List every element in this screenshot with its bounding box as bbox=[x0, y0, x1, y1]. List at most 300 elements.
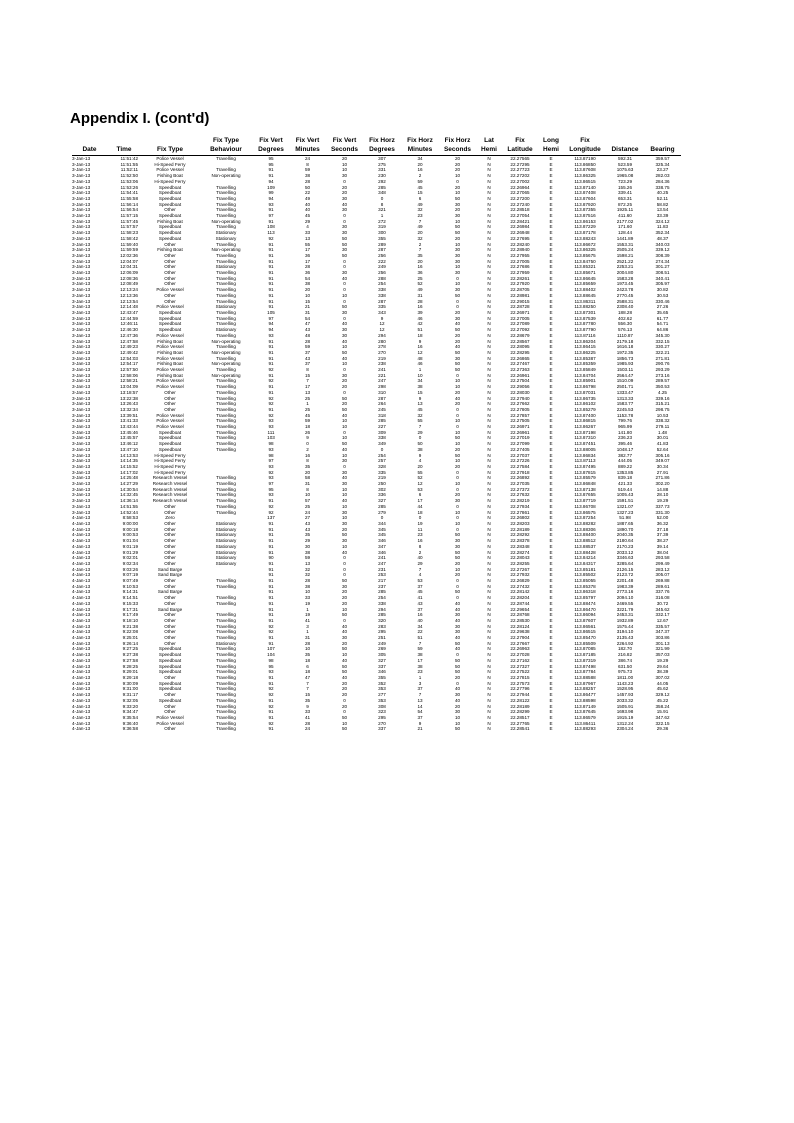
cell-vert-seconds: 40 bbox=[341, 201, 348, 207]
cell-horz-minutes: 20 bbox=[417, 230, 423, 236]
cell-horz-degrees: 328 bbox=[378, 463, 386, 469]
cell-date: 4-Jan-13 bbox=[72, 635, 91, 641]
cell-long-hemi: E bbox=[549, 469, 553, 475]
cell-horz-minutes: 52 bbox=[417, 475, 423, 481]
cell-horz-minutes: 7 bbox=[418, 247, 422, 253]
cell-vert-minutes: 26 bbox=[304, 429, 311, 435]
cell-distance: 3285.64 bbox=[616, 560, 634, 566]
cell-lat-hemi: N bbox=[487, 275, 491, 281]
cell-horz-minutes: 4 bbox=[418, 458, 422, 464]
cell-latitude: 22.27940 bbox=[510, 395, 530, 401]
cell-long-hemi: E bbox=[549, 178, 553, 184]
cell-horz-seconds: 20 bbox=[454, 572, 461, 578]
cell-long-hemi: E bbox=[549, 287, 553, 293]
cell-vert-minutes: 21 bbox=[304, 304, 311, 310]
column-header-top-time bbox=[107, 137, 141, 146]
cell-vert-minutes: 43 bbox=[304, 327, 311, 333]
cell-time: 13:43:44 bbox=[120, 424, 138, 430]
cell-date: 3-Jan-13 bbox=[72, 156, 91, 161]
cell-vert-seconds: 40 bbox=[341, 623, 348, 629]
cell-long-hemi: E bbox=[549, 332, 553, 338]
cell-horz-minutes: 7 bbox=[418, 218, 422, 224]
cell-longitude: 113.88537 bbox=[574, 543, 596, 549]
cell-distance: 339.41 bbox=[617, 190, 633, 196]
cell-longitude: 113.86204 bbox=[574, 338, 596, 344]
cell-horz-minutes: 7 bbox=[418, 692, 422, 698]
cell-fix-type: Speedboat bbox=[158, 663, 182, 669]
cell-fix-type: Fishing Boat bbox=[157, 361, 183, 367]
cell-fix-type: Other bbox=[164, 526, 176, 532]
cell-long-hemi: E bbox=[549, 623, 553, 629]
cell-time: 9:00:53 bbox=[122, 532, 138, 538]
cell-vert-degrees: 91 bbox=[268, 270, 274, 276]
cell-lat-hemi: N bbox=[487, 726, 491, 732]
cell-behaviour: Travelling bbox=[216, 720, 236, 726]
cell-horz-minutes: 41 bbox=[417, 595, 423, 601]
column-header-top-vert-degrees: Fix Vert bbox=[259, 137, 283, 144]
cell-date: 4-Jan-13 bbox=[72, 600, 91, 606]
cell-horz-seconds: 30 bbox=[454, 612, 461, 618]
cell-long-hemi: E bbox=[549, 657, 553, 663]
cell-time: 13:39:51 bbox=[120, 412, 138, 418]
cell-distance: 2588.31 bbox=[616, 298, 634, 304]
cell-time: 13:45:57 bbox=[120, 435, 138, 441]
cell-vert-minutes: 47 bbox=[304, 674, 311, 680]
cell-fix-type: Other bbox=[164, 298, 176, 304]
cell-long-hemi: E bbox=[549, 635, 553, 641]
cell-vert-degrees: 108 bbox=[267, 224, 275, 230]
cell-vert-seconds: 50 bbox=[341, 612, 348, 618]
cell-vert-seconds: 40 bbox=[341, 549, 348, 555]
cell-vert-seconds: 30 bbox=[341, 372, 348, 378]
cell-vert-seconds: 40 bbox=[341, 355, 348, 361]
cell-horz-degrees: 294 bbox=[378, 332, 386, 338]
cell-lat-hemi: N bbox=[487, 623, 491, 629]
cell-vert-seconds: 20 bbox=[341, 526, 348, 532]
cell-horz-degrees: 264 bbox=[378, 401, 386, 407]
cell-vert-degrees: 91 bbox=[268, 526, 274, 532]
cell-bearing: 330.27 bbox=[655, 344, 670, 350]
cell-vert-seconds: 30 bbox=[341, 207, 348, 213]
cell-lat-hemi: N bbox=[487, 492, 491, 498]
cell-bearing: 330.46 bbox=[655, 298, 670, 304]
cell-vert-seconds: 0 bbox=[343, 572, 346, 578]
cell-bearing: 33.39 bbox=[656, 213, 669, 219]
cell-lat-hemi: N bbox=[487, 252, 491, 258]
cell-bearing: 345.30 bbox=[655, 332, 670, 338]
cell-vert-seconds: 50 bbox=[341, 441, 348, 447]
cell-longitude: 113.87301 bbox=[574, 309, 596, 315]
cell-horz-minutes: 43 bbox=[417, 600, 423, 606]
cell-fix-type: Other bbox=[164, 264, 176, 270]
cell-horz-degrees: 12 bbox=[379, 327, 385, 333]
cell-time: 14:13:53 bbox=[120, 452, 138, 458]
cell-bearing: 332.15 bbox=[655, 338, 670, 344]
cell-longitude: 113.87254 bbox=[574, 515, 596, 521]
cell-behaviour: Travelling bbox=[216, 270, 236, 276]
cell-horz-degrees: 288 bbox=[378, 275, 386, 281]
cell-vert-seconds: 20 bbox=[341, 378, 348, 384]
cell-latitude: 22.27372 bbox=[510, 486, 530, 492]
cell-fix-type: Other bbox=[164, 538, 176, 544]
cell-horz-seconds: 40 bbox=[454, 344, 461, 350]
cell-behaviour: Stationary bbox=[215, 327, 237, 333]
cell-horz-degrees: 241 bbox=[378, 367, 386, 373]
cell-horz-seconds: 0 bbox=[456, 652, 459, 658]
cell-latitude: 22.27815 bbox=[510, 674, 530, 680]
cell-horz-seconds: 0 bbox=[456, 469, 459, 475]
cell-distance: 395.46 bbox=[617, 441, 633, 447]
cell-fix-type: Speedboat bbox=[158, 201, 182, 207]
cell-vert-degrees: 92 bbox=[268, 378, 274, 384]
cell-longitude: 113.88400 bbox=[574, 532, 596, 538]
cell-horz-minutes: 9 bbox=[418, 452, 422, 458]
column-header-top-vert-minutes: Fix Vert bbox=[295, 137, 320, 144]
cell-lat-hemi: N bbox=[487, 595, 491, 601]
data-table bbox=[72, 137, 681, 732]
cell-longitude: 113.88512 bbox=[574, 538, 596, 544]
cell-distance: 411.60 bbox=[618, 213, 632, 219]
cell-latitude: 22.26961 bbox=[510, 372, 530, 378]
cell-vert-degrees: 91 bbox=[268, 361, 274, 367]
cell-horz-degrees: 253 bbox=[378, 572, 386, 578]
cell-vert-minutes: 38 bbox=[304, 583, 311, 589]
cell-horz-seconds: 20 bbox=[454, 167, 461, 173]
cell-horz-seconds: 30 bbox=[454, 252, 461, 258]
cell-lat-hemi: N bbox=[487, 521, 491, 526]
cell-behaviour: Travelling bbox=[216, 207, 236, 213]
cell-horz-seconds: 30 bbox=[454, 498, 461, 504]
cell-vert-minutes: 30 bbox=[304, 543, 311, 549]
column-header-vert-minutes: Minutes bbox=[289, 146, 326, 156]
cell-date: 3-Jan-13 bbox=[72, 184, 91, 190]
cell-horz-degrees: 298 bbox=[378, 384, 386, 390]
cell-longitude: 113.86325 bbox=[574, 247, 596, 253]
cell-latitude: 22.27405 bbox=[510, 446, 530, 452]
cell-long-hemi: E bbox=[549, 714, 553, 720]
cell-longitude: 113.87604 bbox=[574, 195, 596, 201]
cell-distance: 2423.78 bbox=[616, 287, 634, 293]
cell-fix-type: Hi-Speed Ferry bbox=[154, 161, 186, 167]
cell-longitude: 113.84317 bbox=[574, 560, 596, 566]
cell-horz-degrees: 287 bbox=[378, 395, 386, 401]
cell-longitude: 113.87229 bbox=[574, 224, 596, 230]
cell-horz-seconds: 20 bbox=[454, 674, 461, 680]
cell-lat-hemi: N bbox=[487, 560, 491, 566]
cell-time: 13:41:33 bbox=[120, 418, 138, 424]
cell-long-hemi: E bbox=[549, 640, 553, 646]
cell-bearing: 28.10 bbox=[656, 492, 669, 498]
cell-vert-degrees: 93 bbox=[268, 332, 274, 338]
cell-bearing: 315.21 bbox=[655, 401, 670, 407]
cell-lat-hemi: N bbox=[487, 697, 491, 703]
cell-time: 11:52:50 bbox=[120, 173, 138, 179]
cell-bearing: 293.58 bbox=[655, 555, 670, 561]
cell-vert-seconds: 50 bbox=[341, 532, 348, 538]
cell-behaviour: Travelling bbox=[216, 389, 236, 395]
cell-distance: 2123.72 bbox=[616, 572, 634, 578]
cell-longitude: 113.88257 bbox=[574, 686, 596, 692]
cell-longitude: 113.86672 bbox=[574, 241, 596, 247]
cell-date: 3-Jan-13 bbox=[72, 178, 91, 184]
cell-distance: 2264.92 bbox=[616, 640, 634, 646]
cell-latitude: 22.28940 bbox=[510, 247, 530, 253]
cell-vert-minutes: 28 bbox=[304, 338, 311, 344]
cell-bearing: 347.37 bbox=[655, 629, 670, 635]
column-header-horz-degrees: Degrees bbox=[363, 146, 401, 156]
cell-longitude: 113.88645 bbox=[574, 292, 596, 298]
cell-longitude: 113.86579 bbox=[574, 714, 596, 720]
cell-vert-seconds: 40 bbox=[341, 657, 348, 663]
cell-lat-hemi: N bbox=[487, 646, 491, 652]
cell-long-hemi: E bbox=[549, 503, 553, 509]
cell-behaviour: Stationary bbox=[215, 264, 237, 270]
cell-time: 9:34:47 bbox=[122, 709, 138, 715]
cell-long-hemi: E bbox=[549, 492, 553, 498]
cell-vert-degrees: 97 bbox=[268, 458, 274, 464]
cell-time: 12:08:36 bbox=[120, 275, 138, 281]
cell-horz-seconds: 10 bbox=[454, 458, 461, 464]
cell-latitude: 22.27505 bbox=[510, 418, 530, 424]
cell-vert-minutes: 43 bbox=[304, 526, 311, 532]
cell-vert-degrees: 103 bbox=[267, 435, 275, 441]
cell-bearing: 41.83 bbox=[656, 441, 669, 447]
cell-long-hemi: E bbox=[549, 555, 553, 561]
cell-long-hemi: E bbox=[549, 435, 553, 441]
cell-fix-type: Other bbox=[164, 521, 176, 526]
cell-longitude: 113.87516 bbox=[574, 213, 596, 219]
cell-vert-degrees: 91 bbox=[268, 287, 274, 293]
cell-horz-minutes: 23 bbox=[417, 669, 423, 675]
cell-date: 3-Jan-13 bbox=[72, 252, 91, 258]
cell-vert-seconds: 30 bbox=[341, 583, 348, 589]
cell-lat-hemi: N bbox=[487, 304, 491, 310]
cell-latitude: 22.27805 bbox=[510, 406, 530, 412]
cell-vert-degrees: 92 bbox=[268, 401, 274, 407]
cell-horz-seconds: 50 bbox=[454, 640, 461, 646]
cell-bearing: 349.07 bbox=[655, 458, 670, 464]
cell-horz-degrees: 295 bbox=[378, 714, 386, 720]
cell-fix-type: Other bbox=[164, 600, 176, 606]
cell-vert-minutes: 7 bbox=[306, 680, 309, 686]
cell-time: 9:10:53 bbox=[122, 583, 138, 589]
cell-time: 12:54:17 bbox=[120, 361, 138, 367]
cell-vert-seconds: 0 bbox=[343, 258, 346, 264]
cell-horz-degrees: 321 bbox=[378, 207, 386, 213]
cell-distance: 171.60 bbox=[617, 224, 633, 230]
cell-fix-type: Police Vessel bbox=[156, 384, 184, 390]
cell-vert-degrees: 92 bbox=[268, 395, 274, 401]
cell-vert-minutes: 33 bbox=[304, 709, 311, 715]
cell-date: 4-Jan-13 bbox=[72, 714, 91, 720]
cell-longitude: 113.86477 bbox=[574, 692, 596, 698]
cell-long-hemi: E bbox=[549, 275, 553, 281]
column-header-distance: Distance bbox=[606, 146, 644, 156]
cell-distance: 1983.39 bbox=[616, 583, 634, 589]
cell-long-hemi: E bbox=[549, 213, 553, 219]
cell-latitude: 22.27089 bbox=[510, 321, 530, 327]
cell-distance: 1972.35 bbox=[616, 349, 634, 355]
cell-time: 9:15:33 bbox=[122, 600, 138, 606]
cell-bearing: 299.49 bbox=[655, 560, 670, 566]
cell-horz-seconds: 10 bbox=[454, 481, 461, 487]
cell-longitude: 113.87319 bbox=[574, 657, 596, 663]
cell-latitude: 22.28517 bbox=[510, 714, 530, 720]
cell-horz-degrees: 338 bbox=[378, 292, 386, 298]
cell-vert-minutes: 20 bbox=[304, 469, 311, 475]
page-title: Appendix I. (cont'd) bbox=[70, 110, 210, 127]
cell-bearing: 302.20 bbox=[655, 481, 670, 487]
cell-horz-degrees: 345 bbox=[378, 532, 386, 538]
cell-horz-minutes: 11 bbox=[417, 526, 423, 532]
cell-latitude: 22.28203 bbox=[510, 521, 530, 526]
cell-latitude: 22.28043 bbox=[510, 555, 530, 561]
cell-latitude: 22.27723 bbox=[510, 167, 530, 173]
cell-distance: 975.73 bbox=[617, 669, 633, 675]
cell-horz-degrees: 241 bbox=[378, 555, 386, 561]
cell-date: 3-Jan-13 bbox=[72, 475, 91, 481]
cell-fix-type: Research Vessel bbox=[152, 475, 188, 481]
cell-horz-minutes: 55 bbox=[417, 469, 423, 475]
cell-date: 3-Jan-13 bbox=[72, 469, 91, 475]
cell-longitude: 113.86815 bbox=[574, 418, 596, 424]
cell-horz-minutes: 49 bbox=[417, 287, 423, 293]
cell-vert-minutes: 35 bbox=[304, 652, 311, 658]
cell-bearing: 64.86 bbox=[656, 327, 669, 333]
cell-long-hemi: E bbox=[549, 173, 553, 179]
cell-vert-seconds: 20 bbox=[341, 600, 348, 606]
cell-longitude: 113.86470 bbox=[574, 606, 596, 612]
cell-vert-degrees: 94 bbox=[268, 321, 274, 327]
cell-horz-degrees: 247 bbox=[378, 560, 386, 566]
cell-date: 3-Jan-13 bbox=[72, 258, 91, 264]
cell-distance: 799.76 bbox=[617, 418, 633, 424]
cell-behaviour: Travelling bbox=[216, 657, 236, 663]
cell-lat-hemi: N bbox=[487, 703, 491, 709]
cell-vert-degrees: 92 bbox=[268, 469, 274, 475]
cell-horz-seconds: 0 bbox=[456, 178, 459, 184]
cell-time: 9:14:51 bbox=[122, 595, 138, 601]
cell-horz-seconds: 40 bbox=[454, 646, 461, 652]
cell-long-hemi: E bbox=[549, 327, 553, 333]
cell-horz-minutes: 37 bbox=[417, 714, 423, 720]
cell-longitude: 113.87719 bbox=[574, 498, 596, 504]
cell-longitude: 113.88282 bbox=[574, 521, 596, 526]
column-header-top-fix-type bbox=[141, 137, 199, 146]
cell-fix-type: Police Vessel bbox=[156, 367, 184, 373]
cell-distance: 2033.32 bbox=[616, 697, 634, 703]
cell-lat-hemi: N bbox=[487, 692, 491, 698]
cell-longitude: 113.85055 bbox=[574, 578, 596, 584]
column-header-top-distance bbox=[606, 137, 644, 146]
cell-bearing: 45.62 bbox=[656, 686, 669, 692]
cell-bearing: 324.12 bbox=[655, 218, 670, 224]
cell-vert-degrees: 92 bbox=[268, 367, 274, 373]
cell-vert-degrees: 92 bbox=[268, 629, 274, 635]
cell-horz-seconds: 10 bbox=[454, 714, 461, 720]
cell-vert-degrees: 91 bbox=[268, 298, 274, 304]
cell-horz-degrees: 270 bbox=[378, 349, 386, 355]
header-row-bottom bbox=[72, 146, 681, 156]
cell-horz-seconds: 50 bbox=[454, 549, 461, 555]
cell-lat-hemi: N bbox=[487, 498, 491, 504]
cell-horz-degrees: 338 bbox=[378, 600, 386, 606]
cell-vert-minutes: 31 bbox=[304, 635, 311, 641]
cell-vert-seconds: 0 bbox=[343, 389, 346, 395]
cell-horz-degrees: 302 bbox=[378, 486, 386, 492]
cell-behaviour: Travelling bbox=[216, 692, 236, 698]
cell-behaviour: Travelling bbox=[216, 156, 236, 161]
cell-vert-degrees: 91 bbox=[268, 338, 274, 344]
cell-lat-hemi: N bbox=[487, 549, 491, 555]
cell-date: 3-Jan-13 bbox=[72, 281, 91, 287]
cell-date: 4-Jan-13 bbox=[72, 657, 91, 663]
cell-fix-type: Fishing Boat bbox=[157, 349, 183, 355]
cell-date: 3-Jan-13 bbox=[72, 503, 91, 509]
cell-behaviour: Travelling bbox=[216, 309, 236, 315]
cell-fix-type: Fishing Boat bbox=[157, 338, 183, 344]
cell-latitude: 22.27632 bbox=[510, 492, 530, 498]
cell-date: 4-Jan-13 bbox=[72, 515, 91, 521]
cell-vert-degrees: 95 bbox=[268, 156, 274, 161]
cell-bearing: 282.03 bbox=[655, 173, 670, 179]
cell-vert-minutes: 0 bbox=[306, 441, 309, 447]
cell-horz-seconds: 10 bbox=[454, 384, 461, 390]
cell-fix-type: Other bbox=[164, 389, 176, 395]
cell-horz-minutes: 13 bbox=[417, 401, 423, 407]
cell-long-hemi: E bbox=[549, 190, 553, 196]
cell-horz-seconds: 0 bbox=[456, 304, 459, 310]
cell-lat-hemi: N bbox=[487, 481, 491, 487]
cell-latitude: 22.27861 bbox=[510, 509, 530, 515]
cell-time: 11:57:45 bbox=[120, 218, 138, 224]
cell-vert-minutes: 10 bbox=[304, 589, 311, 595]
cell-date: 4-Jan-13 bbox=[72, 623, 91, 629]
cell-date: 4-Jan-13 bbox=[72, 646, 91, 652]
cell-lat-hemi: N bbox=[487, 709, 491, 715]
cell-bearing: 37.18 bbox=[656, 526, 669, 532]
cell-distance: 2308.40 bbox=[616, 304, 634, 310]
cell-horz-seconds: 40 bbox=[454, 600, 461, 606]
cell-time: 12:02:36 bbox=[120, 252, 138, 258]
cell-vert-seconds: 20 bbox=[341, 703, 348, 709]
cell-vert-seconds: 50 bbox=[341, 241, 348, 247]
cell-longitude: 113.85470 bbox=[574, 635, 596, 641]
cell-vert-seconds: 20 bbox=[341, 692, 348, 698]
cell-horz-minutes: 20 bbox=[417, 258, 423, 264]
cell-lat-hemi: N bbox=[487, 195, 491, 201]
cell-latitude: 22.27467 bbox=[510, 361, 530, 367]
cell-vert-degrees: 91 bbox=[268, 264, 274, 270]
cell-time: 12:04:07 bbox=[120, 258, 138, 264]
cell-horz-degrees: 257 bbox=[378, 458, 386, 464]
cell-horz-degrees: 269 bbox=[378, 646, 386, 652]
cell-lat-hemi: N bbox=[487, 384, 491, 390]
cell-vert-seconds: 10 bbox=[341, 344, 348, 350]
cell-horz-degrees: 294 bbox=[378, 606, 386, 612]
cell-time: 9:14:31 bbox=[122, 589, 138, 595]
cell-distance: 3221.79 bbox=[616, 606, 634, 612]
cell-distance: 402.62 bbox=[617, 315, 633, 321]
cell-horz-minutes: 16 bbox=[417, 612, 423, 618]
cell-longitude: 113.86094 bbox=[574, 612, 596, 618]
cell-long-hemi: E bbox=[549, 349, 553, 355]
cell-long-hemi: E bbox=[549, 384, 553, 390]
cell-horz-degrees: 279 bbox=[378, 509, 386, 515]
cell-long-hemi: E bbox=[549, 589, 553, 595]
cell-longitude: 113.87645 bbox=[574, 709, 596, 715]
cell-bearing: 290.76 bbox=[655, 361, 670, 367]
